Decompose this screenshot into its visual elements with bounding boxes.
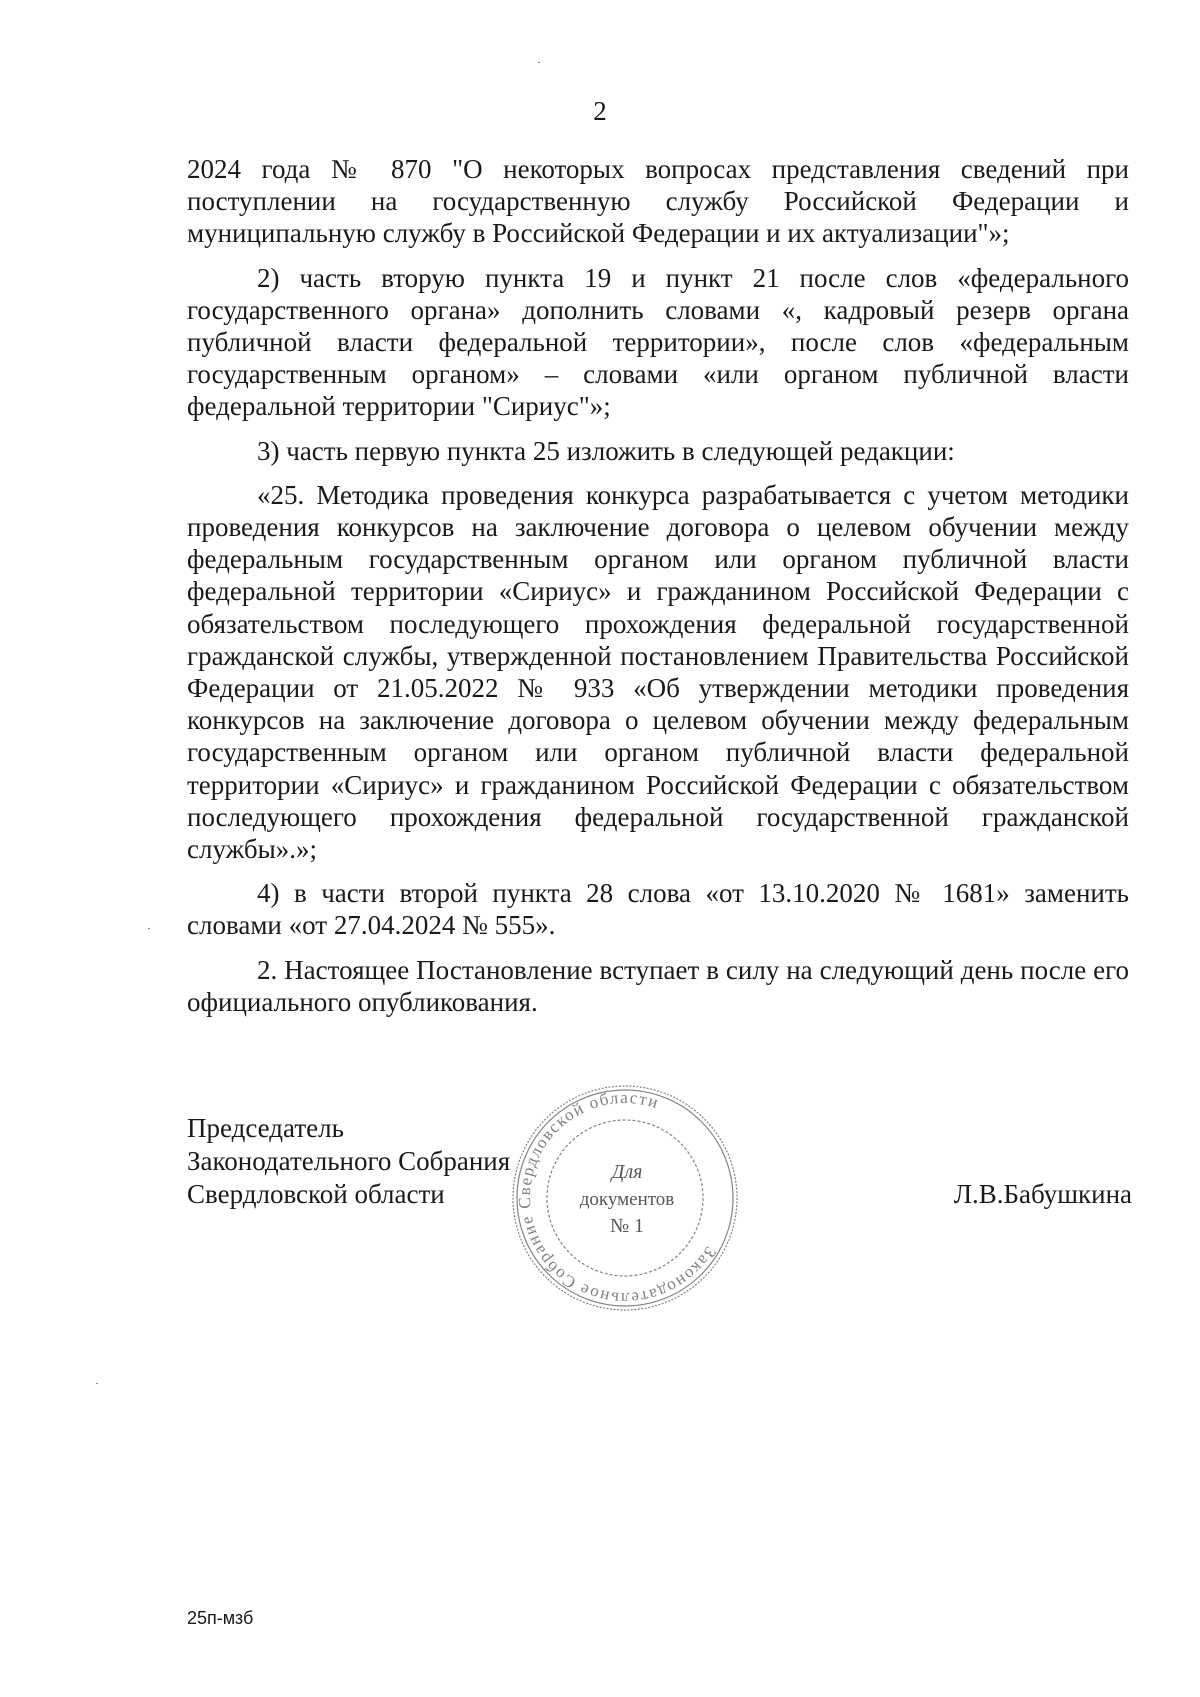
scan-speck	[538, 62, 540, 63]
scan-speck	[96, 1383, 98, 1384]
paragraph-item-3: 3) часть первую пункта 25 изложить в следующей редакции:	[257, 435, 955, 466]
paragraph-continuation: 2024 года № 870 "О некоторых вопросах представления сведений при поступлении на государственную службу Российской Федерации и муниципальную службу в Российской Федерации и их актуализации"»;	[187, 154, 1129, 249]
signature-position-line: Свердловской области	[187, 1179, 445, 1209]
seal-center-line: документов	[579, 1189, 675, 1210]
page-number: 2	[593, 96, 607, 126]
paragraph-item-4: 4) в части второй пункта 28 слова «от 13.10.2020 № 1681» заменить словами «от 27.04.2024 № 555».	[187, 878, 1129, 941]
document-code: 25п-мзб	[187, 1608, 254, 1628]
paragraph-item-25: «25. Методика проведения конкурса разрабатывается с учетом методики проведения конкурсов на заключение договора о целевом обучении между федеральным государственным органом или органом публичной власти федеральной территории «Сириус» и гражданином Российской Федерации с обязательством последующего прохождения федеральной государственной гражданской службы, утвержденной постановлением Правительства Российской Федерации от 21.05.2022 № 933 «Об утверждении методики проведения конкурсов на заключение договора о целевом обучении между федеральным государственным органом или органом публичной власти федеральной территории «Сириус» и гражданином Российской Федерации с обязательством последующего прохождения федеральной государственной гражданской службы».»;	[187, 479, 1129, 865]
seal-center-line: № 1	[609, 1215, 645, 1237]
signature-position-line: Законодательного Собрания	[187, 1146, 511, 1176]
signature-position-line: Председатель	[187, 1113, 344, 1143]
signature-position	[187, 1112, 510, 1211]
seal-ring-text: Законодательное Собрание Свердловской области	[514, 1087, 721, 1309]
paragraph-effective-date: 2. Настоящее Постановление вступает в силу на следующий день после его официального опубликования.	[187, 954, 1129, 1017]
scan-speck	[148, 928, 150, 929]
seal-center-line: Для	[611, 1161, 643, 1183]
official-seal	[505, 1078, 745, 1318]
signer-name: Л.В.Бабушкина	[953, 1179, 1132, 1209]
paragraph-item-2: 2) часть вторую пункта 19 и пункт 21 после слов «федерального государственного органа» дополнить словами «, кадровый резерв органа публичной власти федеральной территории», после слов «федеральным государственным органом» – словами «или органом публичной власти федеральной территории "Сириус"»;	[187, 262, 1129, 422]
document-body	[187, 153, 1129, 1030]
